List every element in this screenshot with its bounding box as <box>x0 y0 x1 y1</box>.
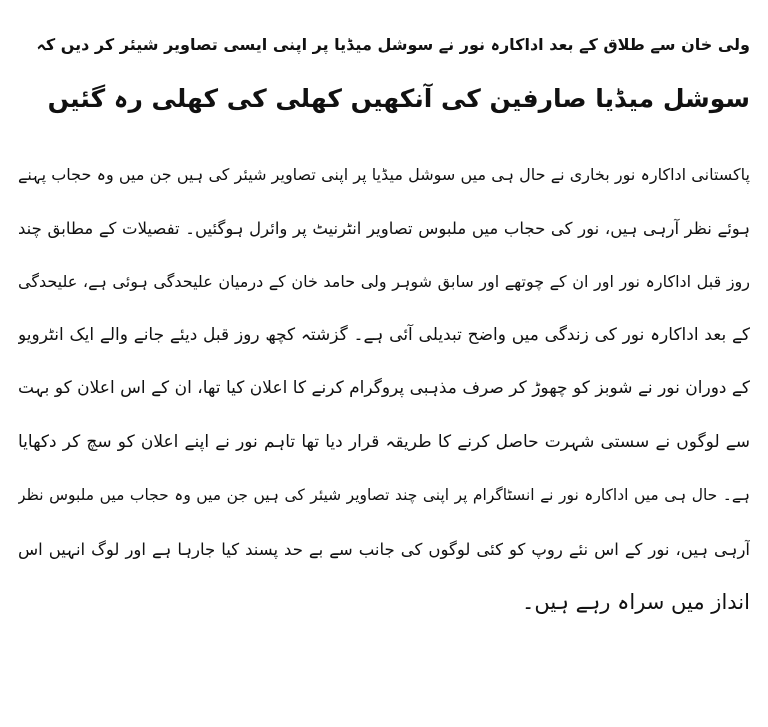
headline-line: ولی خان سے طلاق کے بعد اداکارہ نور نے سوشل میڈیا پر اپنی ایسی تصاویر شیئر کر دیں کہ <box>36 35 750 54</box>
article-body <box>18 148 750 630</box>
headline-line: سوشل میڈیا صارفین کی آنکھیں کھلی کی کھلی رہ گئیں <box>47 84 750 113</box>
body-line: پاکستانی اداکارہ نور بخاری نے حال ہی میں سوشل میڈیا پر اپنی تصاویر شیئر کی ہیں جن میں وہ حجاب پہنے <box>18 165 750 184</box>
body-line: ہے۔ حال ہی میں اداکارہ نور نے انسٹاگرام پر اپنی چند تصاویر شیئر کی ہیں جن میں وہ حجاب میں ملبوس نظر <box>18 486 750 504</box>
article <box>18 0 750 727</box>
body-line: روز قبل اداکارہ نور اور ان کے چوتھے اور سابق شوہر ولی حامد خان کے درمیان علیحدگی ہوئی ہے، علیحدگی <box>18 272 750 291</box>
body-line: کے بعد اداکارہ نور کی زندگی میں واضح تبدیلی آئی ہے۔ گزشتہ کچھ روز قبل دیئے جانے والے ایک انٹرویو <box>18 324 750 345</box>
body-line: ہوئے نظر آرہی ہیں، نور کی حجاب میں ملبوس تصاویر انٹرنیٹ پر وائرل ہوگئیں۔ تفصیلات کے مطابق چند <box>18 218 750 238</box>
body-line: کے دوران نور نے شوبز کو چھوڑ کر صرف مذہبی پروگرام کرنے کا اعلان کیا تھا، ان کے اس اعلان کو بہت <box>18 378 750 398</box>
headline <box>18 18 750 126</box>
body-line: انداز میں سراہ رہے ہیں۔ <box>522 590 750 614</box>
body-line: آرہی ہیں، نور کے اس نئے روپ کو کئی لوگوں کی جانب سے بے حد پسند کیا جارہا ہے اور لوگ انہیں اس <box>18 539 750 559</box>
body-line: سے لوگوں نے سستی شہرت حاصل کرنے کا طریقہ قرار دیا تھا تاہم نور نے اپنے اعلان کو سچ کر دکھایا <box>18 431 750 452</box>
